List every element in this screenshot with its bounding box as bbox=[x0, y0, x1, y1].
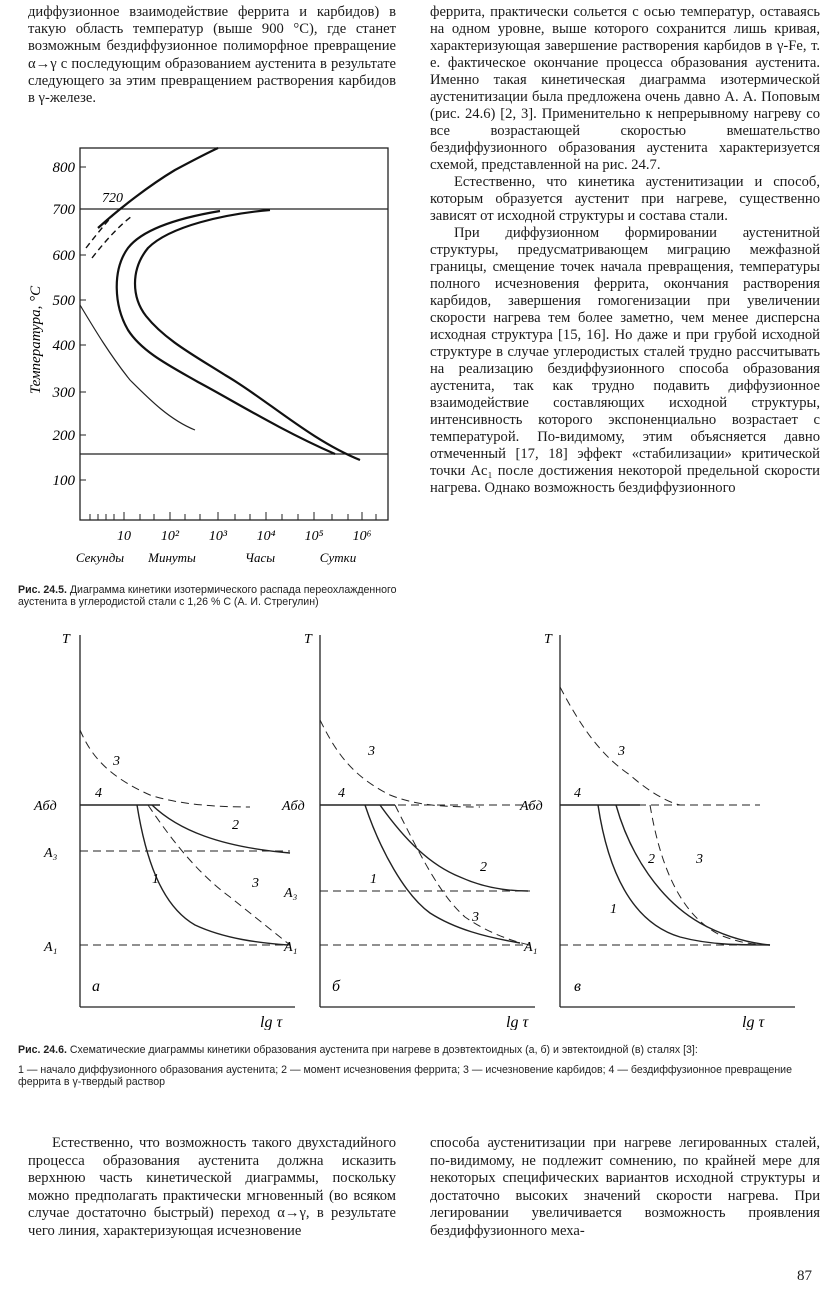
fig245-y-ticks bbox=[80, 167, 86, 480]
x-tick-10-4: 10⁴ bbox=[256, 529, 276, 544]
unit-days: Сутки bbox=[319, 550, 357, 565]
panel-a-T: T bbox=[62, 632, 70, 647]
fig245-y-axis-label: Температура, °С bbox=[28, 285, 44, 395]
panel-c-T: T bbox=[544, 632, 552, 647]
panel-a-curve-4: 4 bbox=[95, 786, 102, 801]
unit-minutes: Минуты bbox=[148, 550, 196, 565]
panel-b-curve-3: 3 bbox=[368, 744, 375, 759]
y-tick-400: 400 bbox=[52, 338, 75, 354]
x-tick-10-5: 10⁵ bbox=[304, 529, 324, 544]
fig245-curves bbox=[98, 148, 360, 460]
y-tick-200: 200 bbox=[52, 428, 75, 444]
panel-b-curve-1: 1 bbox=[370, 872, 377, 887]
y-tick-500: 500 bbox=[52, 293, 75, 309]
bottom-left-paragraph: Естественно, что возможность такого двухстадийного процесса образования аустенита должна исказить верхнюю часть кинетической диаграммы, поскольку можно предполагать практически мгновенный (во всяком случае достаточно быстрый) переход α→γ, в результате чего линия, характеризующая исчезновение bbox=[28, 1135, 396, 1239]
figure-24-6 bbox=[20, 625, 820, 1030]
panel-b-a3: A₃ bbox=[284, 886, 298, 901]
unit-hours: Часы bbox=[244, 550, 276, 565]
left-column-text bbox=[28, 4, 396, 107]
fig245-upper-curve bbox=[98, 148, 218, 228]
fig245-annotation-720: 720 bbox=[102, 191, 123, 206]
bottom-left-text bbox=[28, 1135, 396, 1241]
panel-c-curve-2: 2 bbox=[648, 852, 655, 867]
panel-a-abd: Aбд bbox=[34, 799, 57, 814]
panel-b-a1: A₁ bbox=[284, 940, 298, 955]
fig246-caption-label: Рис. 24.6. bbox=[18, 1044, 67, 1056]
fig245-caption-label: Рис. 24.5. bbox=[18, 584, 67, 596]
left-paragraph: диффузионное взаимодействие феррита и карбидов) в такую область температур (выше 900 °С), где станет возможным бездиффузионное полиморфное превращение α→γ с последующим образованием аустенита в результате следующего за этим превращением растворения карбидов в γ-железе. bbox=[28, 4, 396, 107]
unit-seconds: Секунды bbox=[75, 550, 125, 565]
panel-c-curve-1: 1 bbox=[610, 902, 617, 917]
panel-b-letter: б bbox=[332, 978, 341, 995]
fig245-caption bbox=[18, 584, 404, 608]
panel-a-a1: A₁ bbox=[44, 940, 58, 955]
panel-b-time-axis: lg τ bbox=[506, 1014, 529, 1030]
x-tick-10-6: 10⁶ bbox=[352, 529, 372, 544]
panel-a-curve-2: 2 bbox=[232, 818, 239, 833]
y-tick-800: 800 bbox=[52, 160, 75, 176]
panel-b-abd: Aбд bbox=[282, 799, 305, 814]
x-tick-10: 10 bbox=[117, 529, 131, 544]
right-paragraph-3: При диффузионном формировании аустенитной структуры, предусматривающем миграцию межфазной границы, смещение точек начала превращения, температуры полного исчезновения феррита, окончания растворения карбидов, завершения гомогенизации при увеличении скорости нагрева тем более заметно, чем менее дисперсна исходная структура [15, 16]. Но даже и при грубой исходной структуре в случае углеродистых сталей трудно рассчитывать на реализацию бездиффузионного способа образования аустенита, так как трудно подавить диффузионное взаимодействие составляющих исходной структуры, интенсивность которого экспоненциально возрастает с температурой. По-видимому, этим объясняется давно отмеченный [17, 18] эффект «стабилизации» критической точки Ac₁ после достижения некоторой предельной скорости нагрева. Однако возможность бездиффузионного bbox=[430, 225, 820, 496]
panel-c-letter: в bbox=[574, 978, 581, 995]
panel-c-a1: A₁ bbox=[524, 940, 538, 955]
panel-b-T: T bbox=[304, 632, 312, 647]
right-paragraph-2: Естественно, что кинетика аустенитизации и способ, которым образуется аустенит при нагреве, существенно зависят от исходной структуры и состава стали. bbox=[430, 174, 820, 224]
y-tick-700: 700 bbox=[52, 202, 75, 218]
panel-b-curve-4: 4 bbox=[338, 786, 345, 801]
fig245-x-labels bbox=[117, 529, 372, 544]
panel-c bbox=[519, 632, 795, 1007]
fig246-caption-text: Схематические диаграммы кинетики образования аустенита при нагреве в доэвтектоидных (а, б) и эвтектоидной (в) сталях [3]: bbox=[69, 1044, 698, 1056]
bottom-right-paragraph: способа аустенитизации при нагреве легированных сталей, по-видимому, не подлежит сомнению, по крайней мере для некоторых специфических вариантов исходной структуры и достаточно высоких значений скорости нагрева. При легировании увеличивается возможность проявления бездиффузионного меха- bbox=[430, 1135, 820, 1239]
panel-c-curve-4: 4 bbox=[574, 786, 581, 801]
bottom-right-text bbox=[430, 1135, 820, 1241]
fig245-caption-text: Диаграмма кинетики изотермического распада переохлажденного аустенита в углеродистой стали с 1,26 % С (А. И. Стрегулин) bbox=[18, 584, 397, 608]
panel-a-curve-3: 3 bbox=[113, 754, 120, 769]
panel-a-letter: а bbox=[92, 978, 100, 995]
fig245-y-labels bbox=[52, 160, 76, 489]
x-tick-10-2: 10² bbox=[160, 529, 180, 544]
panel-b-curve-2: 2 bbox=[480, 860, 487, 875]
fig245-c-curve-end bbox=[135, 210, 360, 460]
fig245-martensite-curve bbox=[80, 305, 195, 430]
y-tick-600: 600 bbox=[52, 248, 75, 264]
right-paragraph-1: феррита, практически сольется с осью температур, оставаясь на одном уровне, выше которого сохранится лишь кривая, характеризующая завершение растворения карбидов в γ-Fe, т. е. фактическое окончание процесса образования аустенита. Именно такая кинетическая диаграмма изотермической аустенитизации была предложена очень давно А. А. Поповым (рис. 24.6) [2, 3]. Применительно к непрерывному нагреву со все возрастающей скоростью вмешательство бездиффузионного образования аустенита характеризуется схемой, представленной на рис. 24.7. bbox=[430, 4, 820, 173]
panel-a-curve-3b: 3 bbox=[252, 876, 259, 891]
panel-a-time-axis: lg τ bbox=[260, 1014, 283, 1030]
panel-c-time-axis: lg τ bbox=[742, 1014, 765, 1030]
panel-a-curve-1: 1 bbox=[152, 872, 159, 887]
fig245-x-ticks bbox=[90, 512, 376, 520]
y-tick-300: 300 bbox=[52, 385, 75, 401]
panel-a-a3: A₃ bbox=[44, 846, 58, 861]
y-tick-100: 100 bbox=[52, 473, 75, 489]
panel-b-curve-3b: 3 bbox=[472, 910, 479, 925]
fig246-caption bbox=[18, 1044, 824, 1088]
fig246-legend: 1 — начало диффузионного образования аустенита; 2 — момент исчезновения феррита; 3 — исчезновение карбидов; 4 — бездиффузионное превращение феррита в γ-твердый раствор bbox=[18, 1064, 792, 1088]
page-number: 87 bbox=[797, 1268, 812, 1284]
panel-a bbox=[33, 632, 298, 1007]
x-tick-10-3: 10³ bbox=[208, 529, 228, 544]
panel-c-abd: Aбд bbox=[520, 799, 543, 814]
panel-c-curve-3: 3 bbox=[618, 744, 625, 759]
figure-24-5 bbox=[20, 130, 410, 580]
right-column-text bbox=[430, 4, 820, 497]
panel-b bbox=[281, 632, 538, 1007]
panel-c-curve-3b: 3 bbox=[696, 852, 703, 867]
fig245-time-units bbox=[76, 550, 357, 565]
